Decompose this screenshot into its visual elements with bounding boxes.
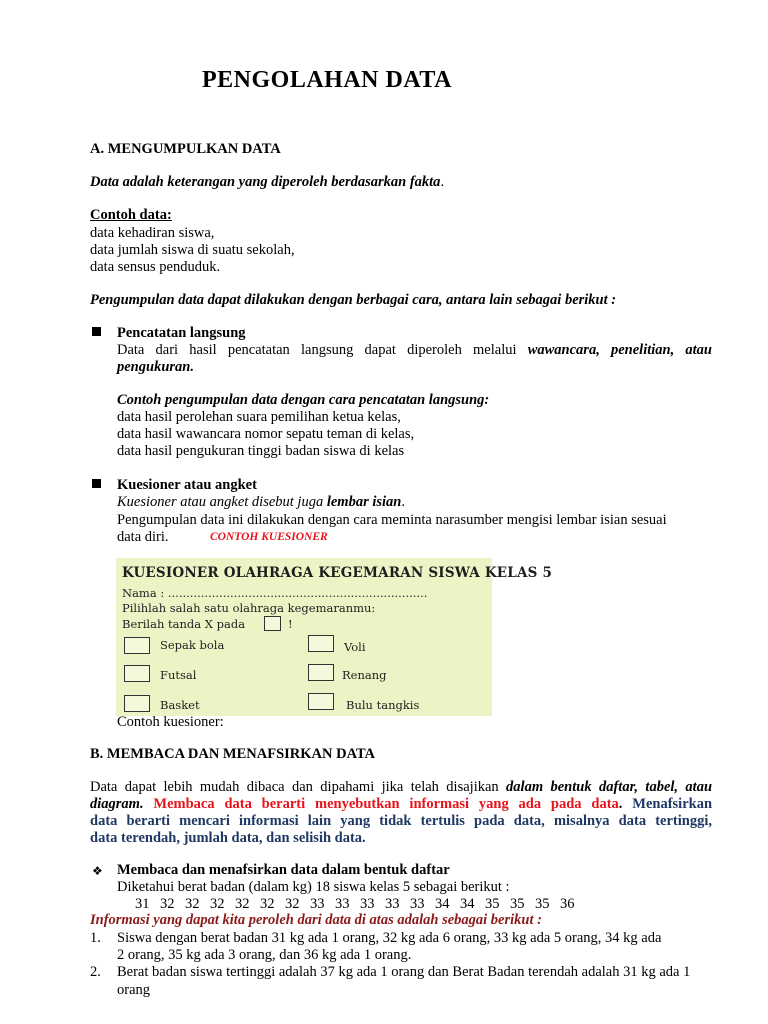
sample-questionnaire-label: CONTOH KUESIONER (210, 531, 328, 543)
method-1-desc-plain: Data dari hasil pencatatan langsung dapat diperoleh melalui (117, 342, 517, 358)
sample-checkbox (264, 616, 281, 631)
example-item: data sensus penduduk. (90, 259, 221, 275)
method-2-title: Kuesioner atau angket (117, 477, 257, 493)
option-checkbox-bulu-tangkis (308, 693, 334, 710)
definition-end: . (440, 174, 445, 190)
option-checkbox-futsal (124, 665, 150, 682)
data-value: 35 (485, 896, 500, 912)
data-value: 33 (310, 896, 325, 912)
methods-intro: Pengumpulan data dapat dilakukan dengan berbagai cara, antara lain sebagai berikut : (90, 292, 617, 308)
method-1-desc-emphasis: wawancara, penelitian, atau (527, 342, 712, 358)
questionnaire-title: KUESIONER OLAHRAGA KEGEMARAN SISWA KELAS 5 (122, 565, 553, 581)
method-1-example-label: Contoh pengumpulan data dengan cara pencatatan langsung: (117, 392, 490, 408)
data-value: 32 (235, 896, 250, 912)
method-2-line-1-plain: Kuesioner atau angket disebut juga (117, 494, 324, 510)
questionnaire-mark-prefix: Berilah tanda X pada (122, 617, 246, 631)
data-value: 32 (285, 896, 300, 912)
data-value: 32 (260, 896, 275, 912)
diamond-bullet-icon: ❖ (92, 864, 103, 878)
questionnaire-mark-suffix: ! (288, 617, 293, 631)
questionnaire-image (116, 558, 553, 716)
data-value: 33 (360, 896, 375, 912)
section-a-heading: A. MENGUMPULKAN DATA (90, 141, 281, 157)
option-label: Bulu tangkis (346, 698, 420, 712)
reading-data-definition: Membaca data berarti menyebutkan informasi yang ada pada data (153, 796, 619, 812)
section-b-paragraph-line-1 (90, 779, 712, 796)
method-1-example: data hasil pengukuran tinggi badan siswa di kelas (117, 443, 405, 459)
data-value: 32 (185, 896, 200, 912)
option-checkbox-renang (308, 664, 334, 681)
option-checkbox-basket (124, 695, 150, 712)
list-item-continued: orang (117, 982, 151, 998)
method-2-line-3: data diri. (117, 529, 169, 545)
section-b-emphasis: dalam bentuk daftar, tabel, atau (506, 779, 713, 795)
data-value: 32 (210, 896, 225, 912)
method-2-line-1 (117, 494, 405, 511)
data-value: 33 (385, 896, 400, 912)
page-title: PENGOLAHAN DATA (202, 67, 452, 93)
example-item: data jumlah siswa di suatu sekolah, (90, 242, 295, 258)
list-item-number: 1. (90, 930, 101, 946)
section-b-paragraph-line-2 (90, 796, 712, 813)
option-label: Futsal (160, 668, 197, 682)
option-label: Basket (160, 698, 200, 712)
subsection-title: Membaca dan menafsirkan data dalam bentuk daftar (117, 862, 450, 878)
data-intro: Diketahui berat badan (dalam kg) 18 siswa kelas 5 sebagai berikut : (117, 879, 510, 895)
method-2-line-1-end: . (401, 494, 405, 510)
questionnaire-name-line: Nama : ....................................................................... (122, 586, 428, 600)
definition (90, 174, 444, 191)
data-value: 35 (510, 896, 525, 912)
interpreting-data-line-4: data terendah, jumlah data, dan selisih data. (90, 830, 366, 846)
section-b-plain: Data dapat lebih mudah dibaca dan dipahami jika telah disajikan (90, 779, 499, 795)
section-b-heading: B. MEMBACA DAN MENAFSIRKAN DATA (90, 746, 376, 762)
data-value: 31 (135, 896, 150, 912)
example-item: data kehadiran siswa, (90, 225, 215, 241)
data-value: 35 (535, 896, 550, 912)
method-1-example: data hasil wawancara nomor sepatu teman di kelas, (117, 426, 415, 442)
definition-text: Data adalah keterangan yang diperoleh berdasarkan fakta (90, 174, 441, 190)
questionnaire-instruction: Pilihlah salah satu olahraga kegemaranmu: (122, 601, 376, 615)
data-value: 32 (160, 896, 175, 912)
option-label: Voli (344, 640, 366, 654)
list-item: Berat badan siswa tertinggi adalah 37 kg ada 1 orang dan Berat Badan terendah adalah 31 kg ada 1 (117, 964, 691, 980)
weight-data-list (135, 896, 585, 913)
method-1-example: data hasil perolehan suara pemilihan ketua kelas, (117, 409, 401, 425)
method-1-desc-emphasis-2: pengukuran. (117, 359, 194, 375)
data-value: 33 (335, 896, 350, 912)
list-item-continued: 2 orang, 35 kg ada 3 orang, dan 36 kg ada 1 orang. (117, 947, 412, 963)
questionnaire-caption: Contoh kuesioner: (117, 714, 224, 730)
square-bullet-icon (92, 327, 101, 336)
method-2-line-2: Pengumpulan data ini dilakukan dengan cara meminta narasumber mengisi lembar isian sesuai (117, 512, 667, 528)
method-1-description (117, 342, 712, 359)
method-1-title: Pencatatan langsung (117, 325, 246, 341)
info-heading: Informasi yang dapat kita peroleh dari data di atas adalah sebagai berikut : (90, 912, 542, 928)
option-label: Sepak bola (160, 638, 225, 652)
option-label: Renang (342, 668, 387, 682)
examples-label: Contoh data: (90, 207, 172, 223)
option-checkbox-voli (308, 635, 334, 652)
reading-data-end: . (618, 796, 623, 812)
interpreting-data-line-3: data berarti mencari informasi lain yang tidak tertulis pada data, misalnya data tertinggi, (90, 813, 712, 829)
section-b-emphasis-2: diagram. (90, 796, 144, 812)
method-2-line-1-bold: lembar isian (326, 494, 402, 510)
option-checkbox-sepak-bola (124, 637, 150, 654)
list-item: Siswa dengan berat badan 31 kg ada 1 orang, 32 kg ada 6 orang, 33 kg ada 5 orang, 34 kg ada (117, 930, 662, 946)
data-value: 33 (410, 896, 425, 912)
data-value: 34 (460, 896, 475, 912)
data-value: 34 (435, 896, 450, 912)
interpreting-data-start: Menafsirkan (632, 796, 713, 812)
list-item-number: 2. (90, 964, 101, 980)
square-bullet-icon (92, 479, 101, 488)
data-value: 36 (560, 896, 575, 912)
